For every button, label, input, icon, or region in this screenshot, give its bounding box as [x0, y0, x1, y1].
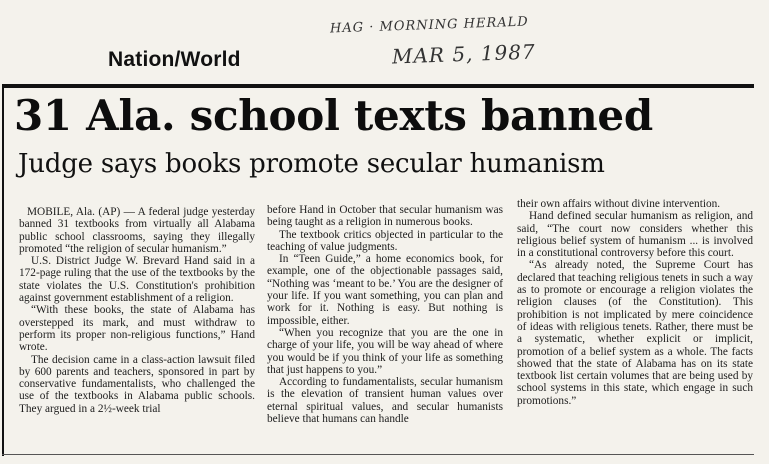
paragraph: In “Teen Guide,” a home economics book, for example, one of the objectionable passages said, “Nothing was ‘meant to be.’ You are the designer of your life. If you want something, you can plan and work for it. Nothing is easy. But nothing is impossible, either. — [267, 253, 503, 327]
left-rule — [2, 84, 4, 456]
article-column-3 — [517, 198, 753, 407]
bottom-rule — [2, 454, 754, 455]
section-label: Nation/World — [108, 48, 241, 71]
subheadline: Judge says books promote secular humanism — [18, 149, 605, 179]
handwritten-date-note: MAR 5, 1987 — [391, 39, 537, 69]
paragraph: The decision came in a class-action lawsuit filed by 600 parents and teachers, sponsored in part by conservative fundamentalists, who challenged the use of the textbooks in Alabama public schools. They argued in a 2½-week trial — [19, 353, 255, 415]
paragraph: Hand defined secular humanism as religion, and said, “The court now considers whether this religious belief system of humanism ... is involved in a constitutional controversy before this court. — [517, 210, 753, 260]
paragraph: “When you recognize that you are the one in charge of your life, you will be way ahead of where you would be if you think of your life as something that just happens to you.” — [267, 326, 503, 376]
article-column-1 — [19, 206, 255, 415]
headline: 31 Ala. school texts banned — [14, 91, 653, 140]
top-rule — [2, 84, 754, 88]
handwritten-source-note: HAG · MORNING HERALD — [329, 14, 529, 37]
paragraph: U.S. District Judge W. Brevard Hand said in a 172-page ruling that the use of the textbooks by the state violates the U.S. Constitution's prohibition against government establishment of a religion. — [19, 255, 255, 305]
paragraph: The textbook critics objected in particular to the teaching of value judgments. — [267, 228, 503, 253]
paragraph: before Hand in October that secular humanism was being taught as a religion in numerous books. — [267, 204, 503, 229]
paragraph: their own affairs without divine intervention. — [517, 198, 721, 210]
paragraph: According to fundamentalists, secular humanism is the elevation of transient human values over eternal spiritual values, and secular humanists believe that humans can handle — [267, 376, 503, 426]
paragraph: “With these books, the state of Alabama has overstepped its mark, and must withdraw to perform its proper non-religious functions,” Hand wrote. — [19, 304, 255, 354]
paragraph: MOBILE, Ala. (AP) — A federal judge yesterday banned 31 textbooks from virtually all Alabama public school classrooms, saying they illegally promoted “the religion of secular humanism.” — [19, 206, 255, 255]
paragraph: “As already noted, the Supreme Court has declared that teaching religious tenets in such a way as to promote or encourage a religion violates the religion clauses (of the Constitution). This prohibition is not implicated by mere coincidence of ideas with religious tenets. Rather, there must be a systematic, whether explicit or implicit, promotion of a belief system as a whole. The facts showed that the state of Alabama has on its state textbook list certain volumes that are being used by school systems in this state, which engage in such promotions.” — [517, 259, 753, 407]
article-column-2 — [267, 204, 503, 425]
